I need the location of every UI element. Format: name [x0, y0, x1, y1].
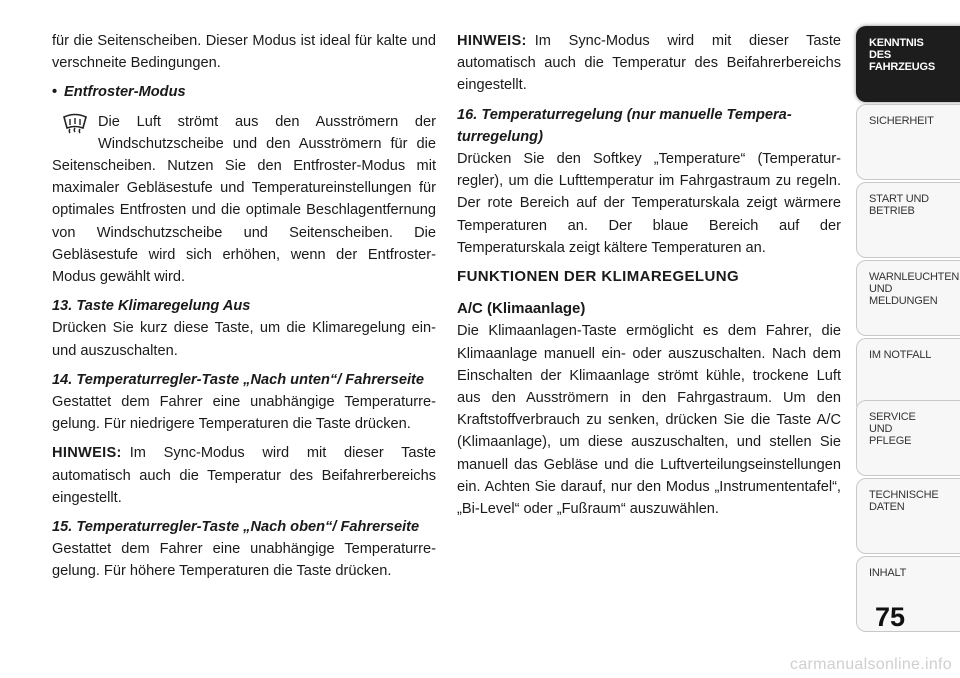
ac-text: Die Klimaanlagen-Taste ermöglicht es dem Fahrer, die Klimaanlage manuell ein- oder auszuschalten. Nach dem Einschalten der Klimaanlage strömt kühle, trockene Luft aus den Ausströmern in den Fahrgastraum. Um den Kraftstoffverbrauch zu senken, drücken Sie die Taste A/C (Klimaanlage), um diese auszuschalten, und stellen Sie manuell das Gebläse und die Luftverteilungseinstellungen ein. Achten Sie darauf, nur den Modus „Instrumententafel“, „Bi-Level“ oder „Fußraum“ auszuwählen.: [457, 323, 841, 518]
defrost-icon: [52, 113, 98, 139]
item14-text: Gestattet dem Fahrer eine unabhängige Temperaturregelung. Für niedrigere Temperaturen die Taste drücken.: [52, 394, 436, 433]
section-title: FUNKTIONEN DER KLIMAREGELUNG: [457, 268, 740, 286]
right-column: [457, 30, 841, 527]
note-paragraph: [457, 30, 841, 97]
note-label: HINWEIS:: [52, 445, 122, 462]
ac-title: A/C (Klimaanlage): [457, 300, 586, 318]
tab-im-notfall[interactable]: IM NOTFALL: [856, 338, 960, 414]
intro-paragraph: für die Seitenscheiben. Dieser Modus ist ideal für kalte und verschneite Bedingungen.: [52, 33, 436, 72]
tab-start-und-betrieb[interactable]: START UND BETRIEB: [856, 182, 960, 258]
item13-heading: 13. Taste Klimaregelung Aus: [52, 298, 251, 315]
entfroster-bullet: [52, 81, 436, 103]
entfroster-paragraph: [52, 111, 436, 289]
item13-text: Drücken Sie kurz diese Taste, um die Klimaregelung ein- und auszuschalten.: [52, 320, 436, 359]
tab-warnleuchten[interactable]: WARNLEUCHTEN UND MELDUNGEN: [856, 260, 960, 336]
note-label: HINWEIS:: [457, 33, 527, 49]
tab-kenntnis-des-fahrzeugs[interactable]: KENNTNIS DES FAHRZEUGS: [856, 26, 960, 102]
note-text: Im Sync-Modus wird mit dieser Taste automatisch auch die Temperatur des Beifahrerbereichs eingestellt.: [457, 33, 841, 94]
left-column: [52, 30, 436, 590]
item16-text: Drücken Sie den Softkey „Temperature“ (Temperaturregler), um die Lufttemperatur im Fahrgastraum zu regeln. Der rote Bereich auf der Temperaturskala zeigt wärmere Temperaturen an. Der blaue Bereich auf der Temperaturskala zeigt kältere Temperaturen an.: [457, 151, 841, 256]
tab-inhalt[interactable]: INHALT: [856, 556, 960, 632]
note-paragraph: [52, 442, 436, 509]
tab-technische-daten[interactable]: TECHNISCHE DATEN: [856, 478, 960, 554]
tab-sicherheit[interactable]: SICHERHEIT: [856, 104, 960, 180]
note-text: Im Sync-Modus wird mit dieser Taste automatisch auch die Temperatur des Beifahrerbereichs eingestellt.: [52, 445, 436, 506]
entfroster-text: Die Luft strömt aus den Ausströmern der Windschutzscheibe und den Ausströmern für die Seitenscheiben. Nutzen Sie den Entfroster-Modus mit maximaler Gebläsestufe und Temperatureinstellungen für optimales Entfrosten und die optimale Beschlagentfernung von Windschutzscheibe und Seitenscheiben. Die Gebläsestufe wird sich erhöhen, wenn der Entfroster-Modus gewählt wird.: [52, 113, 436, 286]
entfroster-heading: Entfroster-Modus: [64, 84, 186, 101]
item16-heading: 16. Temperaturregelung (nur manuelle Temperaturregelung): [457, 106, 792, 145]
tab-service-und-pflege[interactable]: SERVICE UND PFLEGE: [856, 400, 960, 476]
item14-heading: 14. Temperaturregler-Taste „Nach unten“/ Fahrerseite: [52, 371, 424, 388]
item15-heading: 15. Temperaturregler-Taste „Nach oben“/ Fahrerseite: [52, 519, 420, 536]
bullet-marker: •: [52, 84, 58, 101]
item15-text: Gestattet dem Fahrer eine unabhängige Temperaturregelung. Für höhere Temperaturen die Taste drücken.: [52, 541, 436, 580]
watermark: carmanualsonline.info: [790, 656, 952, 673]
chapter-tab-sidebar: [856, 0, 960, 678]
page-number: 75: [874, 602, 906, 632]
